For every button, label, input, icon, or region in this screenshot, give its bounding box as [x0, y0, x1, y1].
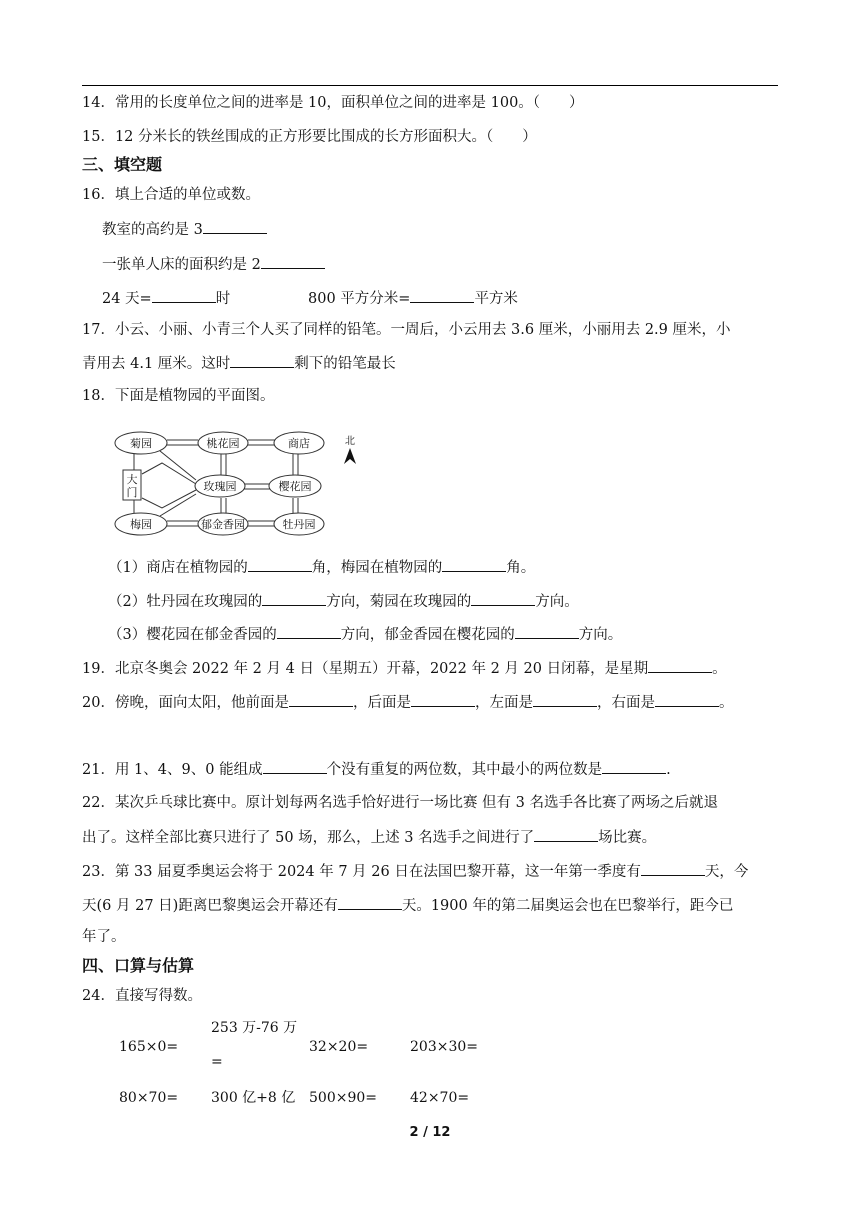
- page-number: 2 / 12: [409, 1125, 451, 1140]
- q22-l2b: 场比赛。: [598, 830, 657, 846]
- map-label-taohua: 桃花园: [206, 437, 240, 450]
- q23-l2b: 天。1900 年的第二届奥运会也在巴黎举行，距今已: [401, 898, 734, 914]
- question-18-p3: [108, 623, 622, 645]
- question-16-b: [102, 253, 325, 275]
- question-20: [82, 691, 733, 713]
- q20d: ，右面是: [596, 695, 655, 711]
- question-23-line3: 年了。: [82, 929, 126, 945]
- question-21: [82, 758, 671, 780]
- answer-blank[interactable]: [602, 758, 666, 774]
- answer-blank[interactable]: [411, 691, 475, 707]
- question-16-a: [102, 218, 267, 240]
- q16-d1-text: 800 平方分米=: [308, 291, 411, 307]
- question-16-d: [308, 287, 518, 309]
- q18-p2c: 方向。: [535, 594, 579, 610]
- q18-p2a: （2）牡丹园在玫瑰园的: [108, 594, 263, 610]
- q19b: 。: [712, 661, 727, 677]
- q20b: ，后面是: [352, 695, 411, 711]
- calc-item: 165×0=: [119, 1039, 179, 1055]
- answer-blank[interactable]: [277, 623, 341, 639]
- q22-l2a: 出了。这样全部比赛只进行了 50 场，那么，上述 3 名选手之间进行了: [82, 830, 535, 846]
- map-gate-label-1: 大: [126, 473, 138, 486]
- q18-p3b: 方向，郁金香园在樱花园的: [340, 627, 515, 643]
- q21c: .: [666, 762, 671, 778]
- answer-blank[interactable]: [263, 758, 327, 774]
- question-22-line1: 22．某次乒乓球比赛中。原计划每两名选手恰好进行一场比赛 但有 3 名选手各比赛了两场之后就退: [82, 795, 718, 811]
- section-4-heading: 四、口算与估算: [82, 956, 195, 975]
- q16-d2-text: 平方米: [474, 291, 518, 307]
- answer-blank[interactable]: [533, 691, 597, 707]
- question-18-p1: [108, 556, 535, 578]
- map-label-shop: 商店: [288, 437, 310, 450]
- q20c: ，左面是: [474, 695, 533, 711]
- north-arrow-icon: [344, 448, 356, 464]
- answer-blank[interactable]: [534, 826, 598, 842]
- answer-blank[interactable]: [338, 894, 402, 910]
- map-label-yujinxiang: 郁金香园: [201, 518, 245, 531]
- q20a: 20．傍晚，面向太阳，他前面是: [82, 695, 289, 711]
- q18-p3a: （3）樱花园在郁金香园的: [108, 627, 277, 643]
- answer-blank[interactable]: [655, 691, 719, 707]
- calc-item: 300 亿+8 亿: [211, 1090, 296, 1106]
- question-18-stem: 18．下面是植物园的平面图。: [82, 388, 275, 404]
- question-16-c: [102, 287, 230, 309]
- question-17-line2: [82, 352, 396, 374]
- map-gate-label-2: 门: [126, 486, 138, 499]
- calc-item: 253 万-76 万: [211, 1020, 298, 1036]
- calc-item: 42×70=: [410, 1090, 470, 1106]
- answer-blank[interactable]: [152, 287, 216, 303]
- section-3-heading: 三、填空题: [82, 155, 163, 174]
- question-17-line1: 17．小云、小丽、小青三个人买了同样的铅笔。一周后，小云用去 3.6 厘米，小丽用去 2.9 厘米，小: [82, 322, 731, 338]
- question-16-stem: 16．填上合适的单位或数。: [82, 187, 260, 203]
- question-23-line2: [82, 894, 733, 916]
- q18-p2b: 方向，菊园在玫瑰园的: [326, 594, 472, 610]
- answer-blank[interactable]: [248, 556, 312, 572]
- calc-item: 500×90=: [309, 1090, 377, 1106]
- answer-blank[interactable]: [230, 352, 294, 368]
- map-label-yinghua: 樱花园: [278, 480, 312, 493]
- calc-item-equals: =: [211, 1054, 223, 1070]
- q23-l1a: 23．第 33 届夏季奥运会将于 2024 年 7 月 26 日在法国巴黎开幕，这一年第一季度有: [82, 864, 641, 880]
- calc-item: 32×20=: [309, 1039, 369, 1055]
- q19a: 19．北京冬奥会 2022 年 2 月 4 日（星期五）开幕，2022 年 2 月 20 日闭幕，是星期: [82, 661, 649, 677]
- question-24-stem: 24．直接写得数。: [82, 988, 202, 1004]
- q21a: 21．用 1、4、9、0 能组成: [82, 762, 263, 778]
- question-15: 15．12 分米长的铁丝围成的正方形要比围成的长方形面积大。（ ）: [82, 129, 537, 145]
- q23-l2a: 天(6 月 27 日)距离巴黎奥运会开幕还有: [82, 898, 338, 914]
- map-label-mei: 梅园: [130, 518, 152, 531]
- answer-blank[interactable]: [261, 253, 325, 269]
- q16-c2-text: 时: [215, 291, 231, 307]
- question-23-line1: [82, 860, 748, 882]
- q18-p1a: （1）商店在植物园的: [108, 560, 248, 576]
- question-14: 14．常用的长度单位之间的进率是 10，面积单位之间的进率是 100。（ ）: [82, 95, 584, 111]
- question-18-p2: [108, 590, 579, 612]
- map-label-ju: 菊园: [130, 437, 152, 450]
- q17-l2b: 剩下的铅笔最长: [294, 356, 396, 372]
- q17-l2a: 青用去 4.1 厘米。这时: [82, 356, 231, 372]
- answer-blank[interactable]: [442, 556, 506, 572]
- answer-blank[interactable]: [203, 218, 267, 234]
- question-22-line2: [82, 826, 656, 848]
- map-north-label: 北: [345, 436, 355, 447]
- question-19: [82, 657, 727, 679]
- map-label-mudan: 牡丹园: [282, 518, 316, 531]
- answer-blank[interactable]: [471, 590, 535, 606]
- answer-blank[interactable]: [262, 590, 326, 606]
- q16-b-text: 一张单人床的面积约是 2: [102, 257, 261, 273]
- answer-blank[interactable]: [641, 860, 705, 876]
- calc-item: 203×30=: [410, 1039, 478, 1055]
- header-rule: [82, 85, 778, 86]
- q18-p1b: 角，梅园在植物园的: [311, 560, 443, 576]
- q18-p1c: 角。: [506, 560, 536, 576]
- answer-blank[interactable]: [410, 287, 474, 303]
- q21b: 个没有重复的两位数，其中最小的两位数是: [326, 762, 603, 778]
- answer-blank[interactable]: [289, 691, 353, 707]
- q20e: 。: [718, 695, 734, 711]
- q23-l1b: 天，今: [704, 864, 749, 880]
- q16-c1-text: 24 天=: [102, 291, 152, 307]
- answer-blank[interactable]: [515, 623, 579, 639]
- answer-blank[interactable]: [648, 657, 712, 673]
- q18-p3c: 方向。: [578, 627, 623, 643]
- botanical-garden-map: [110, 418, 370, 540]
- calc-item: 80×70=: [119, 1090, 179, 1106]
- q16-a-text: 教室的高约是 3: [102, 222, 203, 238]
- map-label-meigui: 玫瑰园: [203, 480, 237, 493]
